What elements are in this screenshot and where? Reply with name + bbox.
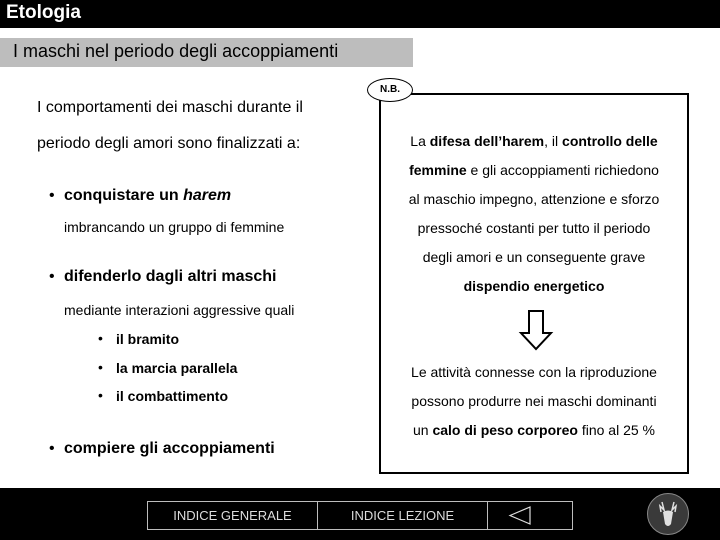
lesson-index-button[interactable]: INDICE LEZIONE [317,501,488,530]
nb-line-9: un calo di peso corporeo fino al 25 % [412,422,655,438]
intro-line-2: periodo degli amori sono finalizzati a: [37,135,301,152]
point-conquer-desc: imbrancando un gruppo di femmine [64,219,285,235]
nb-line-7: Le attività connesse con la riproduzione [411,364,657,380]
bullet-marker: • [49,187,55,204]
arrow-down-icon [518,309,554,351]
nb-line-5: degli amori e un conseguente grave [422,249,646,265]
triangle-left-icon [488,502,574,529]
nb-line-3: al maschio impegno, attenzione e sforzo [408,191,660,207]
point-defend-title: difenderlo dagli altri maschi [64,268,277,285]
subitem-bramito: il bramito [116,331,180,347]
subitem-marcia: la marcia parallela [116,360,238,376]
nb-line-1: La difesa dell’harem, il controllo delle [410,133,658,149]
back-button[interactable] [487,501,573,530]
title-bar [0,0,720,28]
subtitle-bar [0,38,413,67]
point-defend-desc: mediante interazioni aggressive quali [64,302,295,318]
point-mating-title: compiere gli accoppiamenti [64,440,275,457]
nb-line-6: dispendio energetico [463,278,605,294]
deer-logo-icon[interactable] [647,493,689,535]
sub-bullet-marker: • [98,330,103,346]
slide-subtitle: I maschi nel periodo degli accoppiamenti [13,41,339,61]
general-index-button[interactable]: INDICE GENERALE [147,501,318,530]
subitem-combattimento: il combattimento [116,388,229,404]
nb-line-2: femmine e gli accoppiamenti richiedono [409,162,659,178]
harem-emphasis: harem [183,187,232,204]
point-conquer-title: conquistare un harem [64,187,232,204]
page-title: Etologia [6,2,81,23]
bullet-marker: • [49,440,55,457]
intro-line-1: I comportamenti dei maschi durante il [37,99,303,116]
nb-line-4: pressoché costanti per tutto il periodo [417,220,651,236]
nb-line-8: possono produrre nei maschi dominanti [411,393,657,409]
sub-bullet-marker: • [98,387,103,403]
sub-bullet-marker: • [98,359,103,375]
deer-head-icon [648,494,688,534]
bullet-marker: • [49,268,55,285]
nb-label: N.B. [367,78,413,102]
